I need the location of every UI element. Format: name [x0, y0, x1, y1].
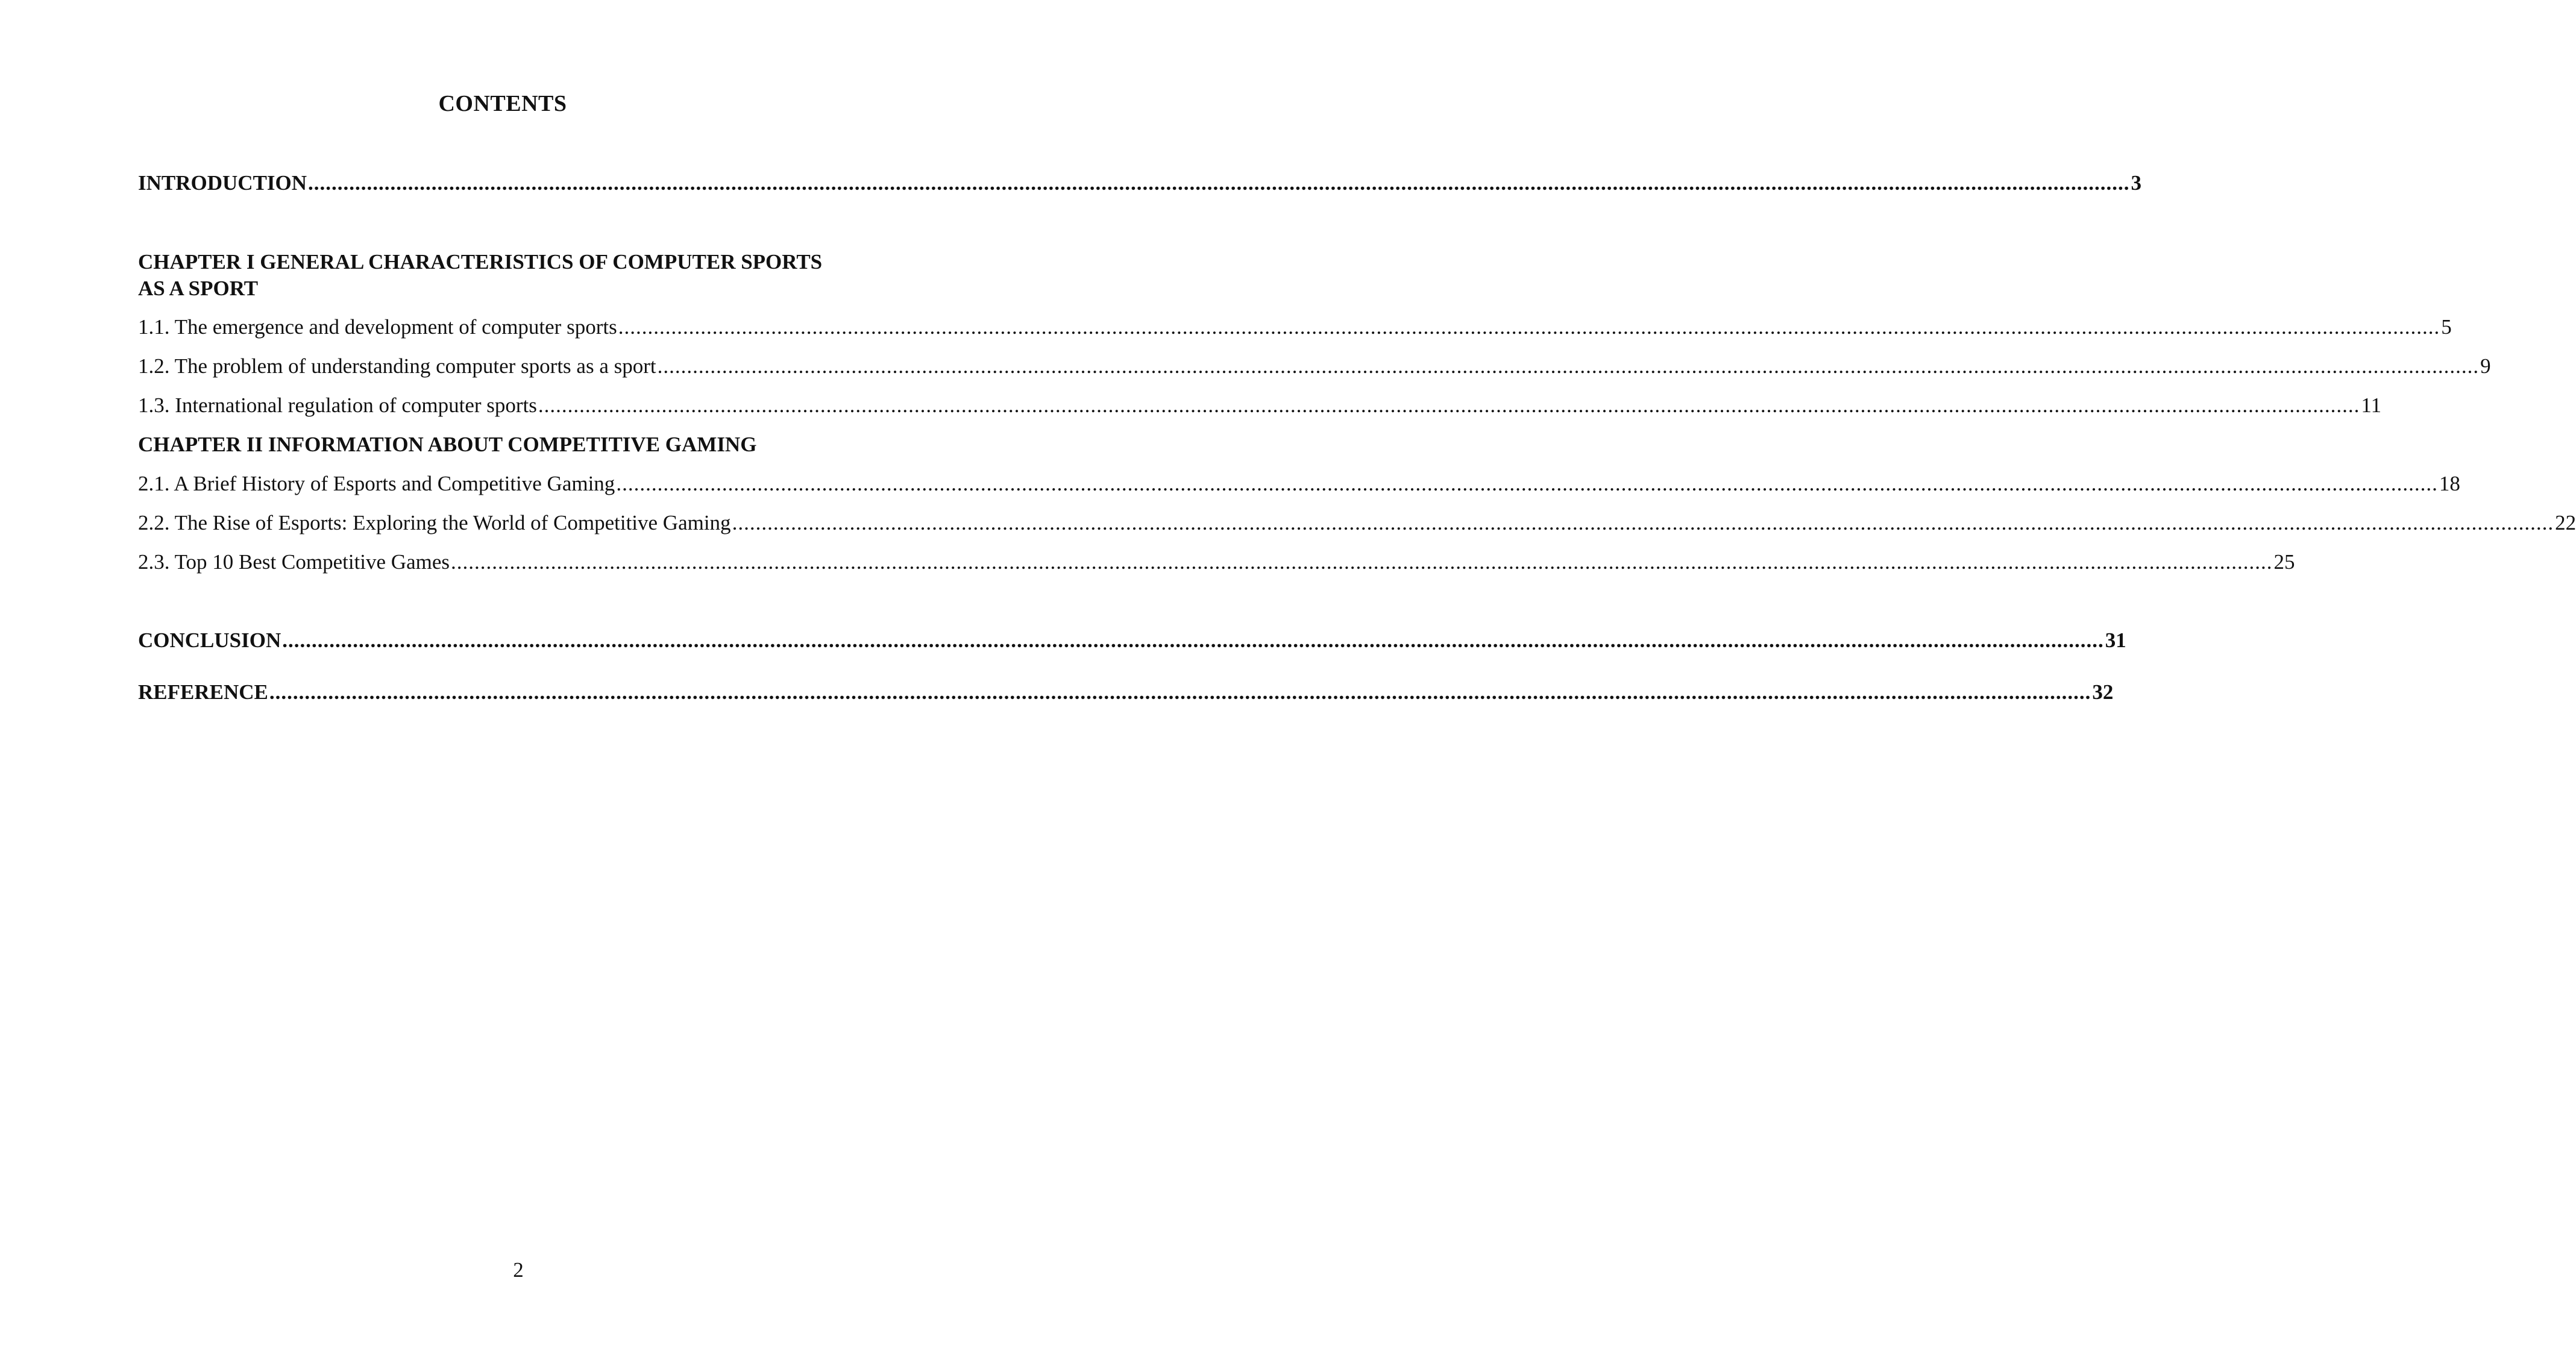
- dot-leader: ......................................................................................................................................................................................................................................................................................................................: [618, 315, 2440, 339]
- toc-entry-label: 2.3. Top 10 Best Competitive Games: [138, 550, 450, 574]
- dot-leader: ......................................................................................................................................................................................................................................................................................................................: [282, 628, 2104, 652]
- toc-entry-2-1: [138, 471, 2460, 497]
- dot-leader: ......................................................................................................................................................................................................................................................................................................................: [657, 354, 2480, 378]
- dot-leader: ......................................................................................................................................................................................................................................................................................................................: [732, 511, 2554, 534]
- toc-entry-page: 9: [2480, 354, 2491, 378]
- toc-entry-1-2: [138, 353, 2491, 380]
- chapter-1-heading-line-2: AS A SPORT: [138, 277, 259, 300]
- dot-leader: ......................................................................................................................................................................................................................................................................................................................: [451, 550, 2273, 574]
- dot-leader: ......................................................................................................................................................................................................................................................................................................................: [269, 680, 2091, 704]
- toc-entry-page: 25: [2273, 550, 2295, 574]
- toc-entry-label: 2.1. A Brief History of Esports and Competitive Gaming: [138, 472, 615, 495]
- toc-entry-2-2: [138, 510, 2576, 536]
- chapter-1-heading: [138, 249, 895, 302]
- page-number: 2: [513, 1258, 524, 1282]
- toc-entry-conclusion: [138, 627, 2126, 654]
- page-title: CONTENTS: [438, 91, 567, 116]
- toc-entry-page: 5: [2441, 315, 2452, 339]
- dot-leader: ......................................................................................................................................................................................................................................................................................................................: [308, 171, 2130, 195]
- chapter-2-heading: CHAPTER II INFORMATION ABOUT COMPETITIVE GAMING: [138, 433, 757, 456]
- dot-leader: ......................................................................................................................................................................................................................................................................................................................: [616, 472, 2438, 495]
- toc-entry-page: 31: [2105, 628, 2126, 652]
- toc-entry-page: 3: [2131, 171, 2142, 195]
- toc-entry-label: REFERENCE: [138, 680, 268, 704]
- chapter-1-heading-line-1: CHAPTER I GENERAL CHARACTERISTICS OF COMPUTER SPORTS: [138, 250, 823, 274]
- toc-entry-label: CONCLUSION: [138, 628, 281, 652]
- toc-entry-page: 11: [2361, 393, 2382, 417]
- toc-entry-1-1: [138, 314, 2452, 340]
- toc-entry-page: 18: [2439, 472, 2460, 495]
- toc-entry-label: 1.1. The emergence and development of computer sports: [138, 315, 617, 339]
- toc-entry-1-3: [138, 392, 2382, 419]
- toc-entry-2-3: [138, 549, 2295, 575]
- toc-entry-label: 2.2. The Rise of Esports: Exploring the World of Competitive Gaming: [138, 511, 731, 534]
- toc-entry-reference: [138, 679, 2114, 706]
- toc-entry-introduction: [138, 170, 2142, 196]
- toc-entry-page: 32: [2092, 680, 2114, 704]
- toc-entry-page: 22: [2555, 511, 2576, 534]
- toc-entry-label: 1.3. International regulation of computer sports: [138, 393, 537, 417]
- toc-entry-label: INTRODUCTION: [138, 171, 307, 195]
- dot-leader: ......................................................................................................................................................................................................................................................................................................................: [538, 393, 2360, 417]
- toc-entry-label: 1.2. The problem of understanding computer sports as a sport: [138, 354, 656, 378]
